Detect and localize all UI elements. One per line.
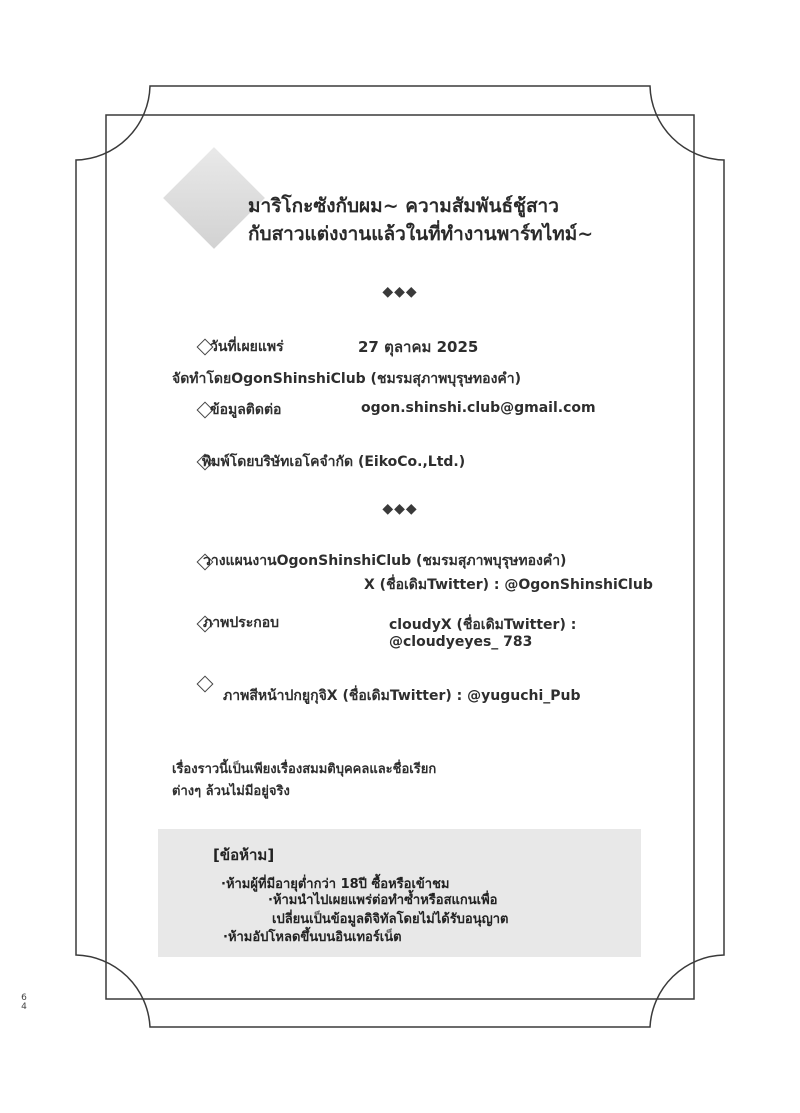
publisher-line: พิมพ์โดยบริษัทเอโคจำกัด (EikoCo.,Ltd.) xyxy=(202,454,466,470)
prohibition-redistribute-cont: เปลี่ยนเป็นข้อมูลดิจิทัลโดยไม่ได้รับอนุญาต xyxy=(272,912,509,927)
planner-x-handle: X (ชื่อเดิมTwitter) : @OgonShinshiClub xyxy=(364,577,653,593)
illustration-credit-1: cloudyX (ชื่อเดิมTwitter) : xyxy=(389,617,577,633)
title-line-2: กับสาวแต่งงานแล้วในที่ทำงานพาร์ทไทม์~ xyxy=(248,223,594,245)
contact-label: ข้อมูลติดต่อ xyxy=(210,402,282,418)
contact-email: ogon.shinshi.club@gmail.com xyxy=(361,400,596,416)
prohibitions-title: [ข้อห้าม] xyxy=(213,846,275,864)
prohibition-redistribute: ·ห้ามนำไปเผยแพร่ต่อทำซ้ำหรือสแกนเพื่อ xyxy=(268,893,498,908)
illustration-credit-2: @cloudyeyes_ 783 xyxy=(389,634,533,650)
page-number: 64 xyxy=(21,993,27,1012)
prohibition-upload: ·ห้ามอัปโหลดขึ้นบนอินเทอร์เน็ต xyxy=(223,930,402,945)
separator-1: ◆◆◆ xyxy=(382,284,418,300)
title-line-1: มาริโกะซังกับผม~ ความสัมพันธ์ชู้สาว xyxy=(248,195,559,217)
illustration-label: ภาพประกอบ xyxy=(203,615,280,631)
release-label: วันที่เผยแพร่ xyxy=(210,339,284,355)
prohibition-age: ·ห้ามผู้ที่มีอายุต่ำกว่า 18ปี ซื้อหรือเข้าชม xyxy=(221,877,450,892)
disclaimer-line-1: เรื่องราวนี้เป็นเพียงเรื่องสมมติบุคคลและชื่อเรียก xyxy=(172,762,437,777)
planner-line: วางแผนงานOgonShinshiClub (ชมรมสุภาพบุรุษทองคำ) xyxy=(203,553,567,569)
producer-line: จัดทำโดยOgonShinshiClub (ชมรมสุภาพบุรุษทองคำ) xyxy=(172,371,522,387)
fiction-disclaimer xyxy=(172,759,532,803)
cover-credit: ภาพสีหน้าปกยูกุจิX (ชื่อเดิมTwitter) : @yuguchi_Pub xyxy=(223,688,581,704)
release-date: 27 ตุลาคม 2025 xyxy=(358,338,479,356)
book-title xyxy=(248,192,593,248)
separator-2: ◆◆◆ xyxy=(382,501,418,517)
disclaimer-line-2: ต่างๆ ล้วนไม่มีอยู่จริง xyxy=(172,784,290,799)
